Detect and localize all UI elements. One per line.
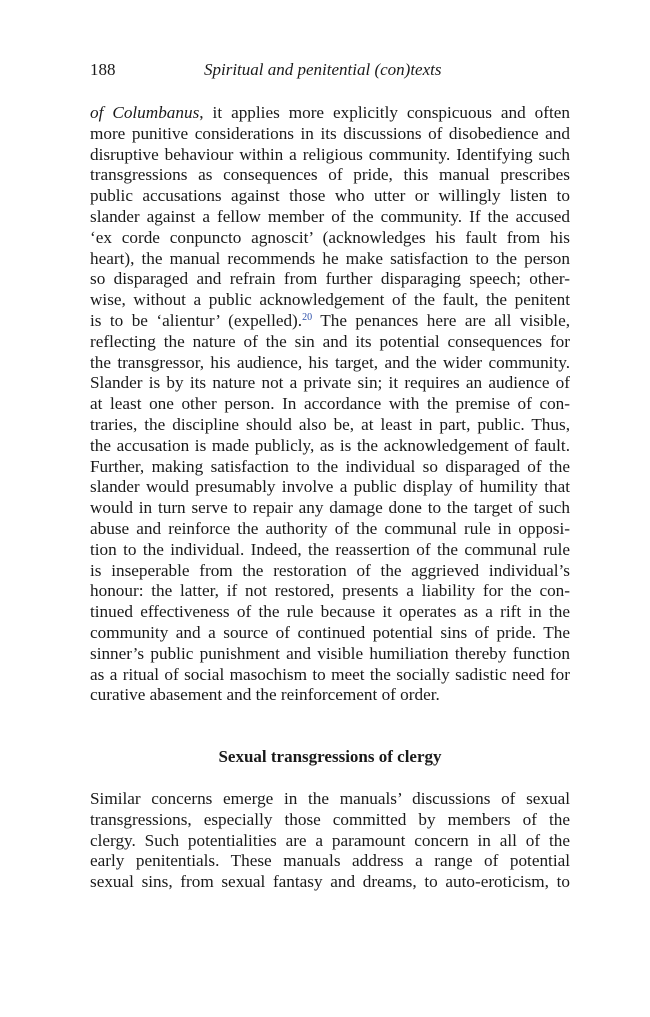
text-line: community and a source of continued potential sins of pride. The xyxy=(90,622,570,642)
body-paragraph xyxy=(90,103,570,706)
text-line xyxy=(90,103,570,124)
text-line: curative abasement and the reinforcement of order. xyxy=(90,685,440,705)
text-line: sinner’s public punishment and visible humiliation thereby function xyxy=(90,643,570,663)
text-line: disruptive behaviour within a religious community. Identifying such xyxy=(90,144,570,164)
text-fragment: , it applies more explicitly conspicuous and often xyxy=(199,103,570,122)
text-line xyxy=(90,311,570,332)
italic-title: of Columbanus xyxy=(90,103,200,122)
text-line: tion to the individual. Indeed, the reassertion of the communal rule xyxy=(90,539,570,559)
page-number: 188 xyxy=(90,60,116,79)
text-line: sexual sins, from sexual fantasy and dreams, to auto-eroticism, to xyxy=(90,872,570,892)
text-line: slander against a fellow member of the community. If the accused xyxy=(90,206,570,226)
text-line: traries, the discipline should also be, at least in part, public. Thus, xyxy=(90,414,570,434)
running-head: Spiritual and penitential (con)texts xyxy=(204,60,442,79)
text-fragment: is to be ‘alientur’ (expelled). xyxy=(90,310,303,330)
text-line: the transgressor, his audience, his target, and the wider community. xyxy=(90,352,570,372)
text-line: Further, making satisfaction to the individual so disparaged of the xyxy=(90,456,570,476)
text-line: the accusation is made publicly, as is the acknowledgement of fault. xyxy=(90,435,570,455)
text-line: wise, without a public acknowledgement of the fault, the penitent xyxy=(90,290,570,310)
text-line: early penitentials. These manuals address a range of potential xyxy=(90,851,570,871)
text-line: Slander is by its nature not a private sin; it requires an audience of xyxy=(90,373,570,393)
text-line: ‘ex corde conpuncto agnoscit’ (acknowledges his fault from his xyxy=(90,227,570,247)
text-line: slander would presumably involve a public display of humility that xyxy=(90,477,570,497)
section-heading: Sexual transgressions of clergy xyxy=(218,747,442,766)
text-line: clergy. Such potentialities are a paramount concern in all of the xyxy=(90,830,570,850)
text-line: abuse and reinforce the authority of the communal rule in opposi- xyxy=(90,518,570,538)
text-line: so disparaged and refrain from further disparaging speech; other- xyxy=(90,269,570,289)
text-line: heart), the manual recommends he make satisfaction to the person xyxy=(90,248,570,268)
text-line: is inseperable from the restoration of the aggrieved individual’s xyxy=(90,560,570,580)
body-paragraph xyxy=(90,789,570,893)
text-line: as a ritual of social masochism to meet the socially sadistic need for xyxy=(90,664,570,684)
text-line: would in turn serve to repair any damage done to the target of such xyxy=(90,498,570,518)
text-fragment: The penances here are all visible, xyxy=(312,310,570,330)
text-line: public accusations against those who utter or willingly listen to xyxy=(90,186,570,206)
text-line: Similar concerns emerge in the manuals’ discussions of sexual xyxy=(90,789,570,808)
page-header xyxy=(90,60,570,84)
text-line: transgressions, especially those committed by members of the xyxy=(90,809,570,829)
text-line: reflecting the nature of the sin and its potential consequences for xyxy=(90,331,570,351)
footnote-reference[interactable]: 20 xyxy=(302,311,313,323)
text-line: tinued effectiveness of the rule because it operates as a rift in the xyxy=(90,602,570,622)
text-line: more punitive considerations in its discussions of disobedience and xyxy=(90,123,570,143)
text-line: transgressions as consequences of pride, this manual prescribes xyxy=(90,165,570,185)
text-line: at least one other person. In accordance with the premise of con- xyxy=(90,394,570,414)
text-line: honour: the latter, if not restored, presents a liability for the con- xyxy=(90,581,570,601)
